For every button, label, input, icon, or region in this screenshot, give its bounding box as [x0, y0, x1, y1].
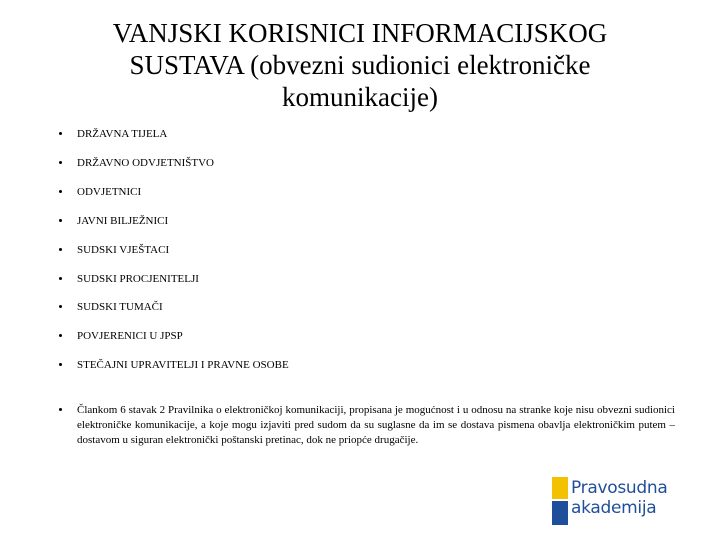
list-item-text: STEČAJNI UPRAVITELJI I PRAVNE OSOBE	[77, 359, 289, 371]
bullet-icon	[59, 190, 62, 193]
bullet-icon	[59, 408, 62, 411]
list-item-text: DRŽAVNA TIJELA	[77, 128, 168, 140]
bullet-icon	[59, 161, 62, 164]
logo-text-line2: akademija	[571, 498, 657, 518]
logo-text-line1: Pravosudna	[571, 478, 668, 498]
list-item-text: DRŽAVNO ODVJETNIŠTVO	[77, 157, 214, 169]
list-item-text: JAVNI BILJEŽNICI	[77, 215, 169, 227]
logo-mark-icon	[552, 477, 570, 525]
bullet-icon	[59, 132, 62, 135]
list-item-text: ODVJETNICI	[77, 186, 142, 198]
list-item-text: Člankom 6 stavak 2 Pravilnika o elektroničkoj komunikaciji, propisana je mogućnost i u odnosu na stranke koje nisu obvezni sudionici elektroničke komunikacije, a koje mogu izjaviti pred sudom da su suglasne da im se dostava pismena obavlja elektroničkim putem – dostavom u siguran elektronički poštanski pretinac, dok ne priopće drugačije.	[77, 404, 675, 446]
bullet-icon	[59, 219, 62, 222]
list-item-text: SUDSKI PROCJENITELJI	[77, 273, 199, 285]
bullet-icon	[59, 248, 62, 251]
slide-title: VANJSKI KORISNICI INFORMACIJSKOG SUSTAVA (obvezni sudionici elektroničke komunikacije)	[112, 18, 608, 112]
pravosudna-akademija-logo	[552, 477, 672, 527]
list-item-text: SUDSKI TUMAČI	[77, 301, 163, 313]
list-item-text: POVJERENICI U JPSP	[77, 330, 183, 342]
bullet-icon	[59, 334, 62, 337]
bullet-icon	[59, 363, 62, 366]
list-item-text: SUDSKI VJEŠTACI	[77, 244, 170, 256]
bullet-icon	[59, 305, 62, 308]
bullet-icon	[59, 277, 62, 280]
